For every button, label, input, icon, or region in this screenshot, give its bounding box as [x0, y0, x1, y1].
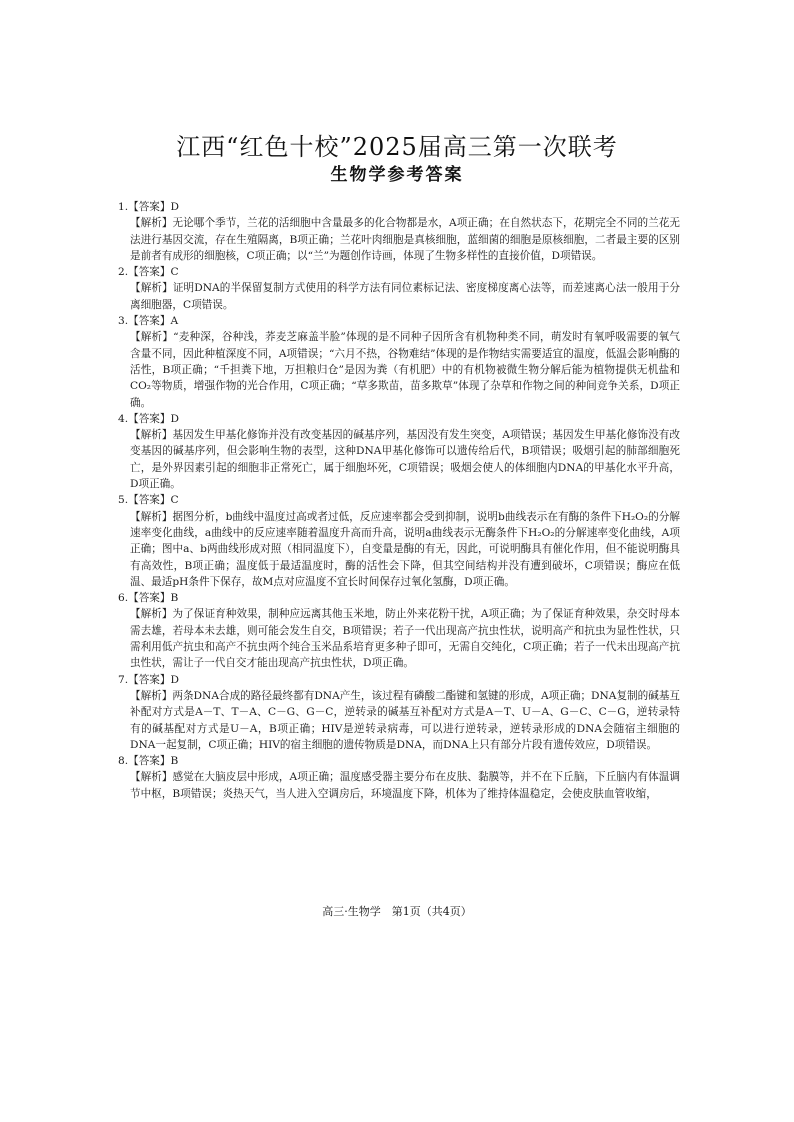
explanation-text: 【解析】感觉在大脑皮层中形成，A项正确；温度感受器主要分布在皮肤、黏膜等，并不在下丘脑，下丘脑内有体温调节中枢，B项错误；炎热天气，当人进入空调房后，环境温度下降，机体为了维持体温稳定，会使皮肤血管收缩， [130, 771, 680, 800]
question-item [118, 199, 680, 264]
explanation-text: 【解析】无论哪个季节，兰花的活细胞中含量最多的化合物都是水，A项正确；在自然状态下，花期完全不同的兰花无法进行基因交流，存在生殖隔离，B项正确；兰花叶肉细胞是真核细胞，蓝细菌的细胞是原核细胞，二者最主要的区别是前者有成形的细胞核，C项正确；以“兰”为题创作诗画，体现了生物多样性的直接价值，D项错误。 [130, 217, 680, 262]
answer-line: 8.【答案】B [118, 755, 179, 768]
document-subtitle: 生物学参考答案 [330, 165, 464, 185]
answer-line: 2.【答案】C [118, 266, 179, 279]
answer-line: 3.【答案】A [118, 315, 179, 328]
answer-line: 4.【答案】D [118, 412, 179, 425]
question-item [118, 411, 680, 492]
question-item [118, 313, 680, 411]
explanation-text: 【解析】据图分析，b曲线中温度过高或者过低，反应速率都会受到抑制，说明b曲线表示在有酶的条件下H₂O₂的分解速率变化曲线，a曲线中的反应速率随着温度升高而升高，说明a曲线表示无酶条件下H₂O₂的分解速率变化曲线，A项正确；图中a、b两曲线形成对照（相同温度下），自变量是酶的有无，因此，可说明酶具有催化作用，但不能说明酶具有高效性，B项正确；温度低于最适温度时，酶的活性会下降，但其空间结构并没有遭到破坏，C项错误；酶应在低温、最适pH条件下保存，故M点对应温度不宜长时间保存过氧化氢酶，D项正确。 [130, 510, 680, 588]
explanation-text: 【解析】两条DNA合成的路径最终都有DNA产生，该过程有磷酸二酯键和氢键的形成，A项正确；DNA复制的碱基互补配对方式是A－T、T－A、C－G、G－C，逆转录的碱基互补配对方式是A－T、U－A、G－C、C－G，逆转录特有的碱基配对方式是U－A，B项正确；HIV是逆转录病毒，可以进行逆转录，逆转录形成的DNA会随宿主细胞的DNA一起复制，C项正确；HIV的宿主细胞的遗传物质是DNA，而DNA上只有部分片段有遗传效应，D项错误。 [130, 689, 681, 751]
question-item [118, 264, 680, 313]
document-title: 江西“红色十校”2025届高三第一次联考 [176, 133, 618, 161]
question-item [118, 492, 680, 590]
explanation-text: 【解析】基因发生甲基化修饰并没有改变基因的碱基序列，基因没有发生突变，A项错误；基因发生甲基化修饰没有改变基因的碱基序列，但会影响生物的表型，这种DNA甲基化修饰可以遗传给后代，B项错误；吸烟引起的肺部细胞死亡，是外界因素引起的细胞非正常死亡，属于细胞坏死，C项错误；吸烟会使人的体细胞内DNA的甲基化水平升高，D项正确。 [130, 429, 680, 491]
explanation-text: 【解析】“麦种深，谷种浅，荞麦芝麻盖半脸”体现的是不同种子因所含有机物种类不同，萌发时有氧呼吸需要的氧气含量不同，因此种植深度不同，A项错误；“六月不热，谷物难结”体现的是作物结实需要适宜的温度，低温会影响酶的活性，B项正确；“千担粪下地，万担粮归仓”是因为粪（有机肥）中的有机物被微生物分解后能为植物提供无机盐和CO₂等物质，增强作物的光合作用，C项正确；“草多欺苗，苗多欺草”体现了杂草和作物之间的种间竞争关系，D项正确。 [130, 331, 680, 409]
question-item [118, 753, 680, 802]
answer-line: 5.【答案】C [118, 494, 179, 507]
answer-line: 7.【答案】D [118, 673, 179, 686]
explanation-text: 【解析】为了保证育种效果，制种应远离其他玉米地，防止外来花粉干扰，A项正确；为了保证育种效果，杂交时母本需去雄，若母本未去雄，则可能会发生自交，B项错误；若子一代出现高产抗虫性状，说明高产和抗虫为显性性状，只需利用低产抗虫和高产不抗虫两个纯合玉米品系培育更多种子即可，无需自交纯化，C项正确；若子一代未出现高产抗虫性状，需让子一代自交才能出现高产抗虫性状，D项正确。 [130, 608, 680, 670]
explanation-text: 【解析】证明DNA的半保留复制方式使用的科学方法有同位素标记法、密度梯度离心法等，而差速离心法一般用于分离细胞器，C项错误。 [130, 282, 680, 311]
question-item [118, 590, 680, 671]
answer-line: 1.【答案】D [118, 201, 179, 213]
question-item [118, 672, 680, 753]
answer-list [118, 199, 680, 802]
page-footer: 高三·生物学 第1页（共4页） [322, 905, 472, 918]
answer-line: 6.【答案】B [118, 592, 179, 605]
